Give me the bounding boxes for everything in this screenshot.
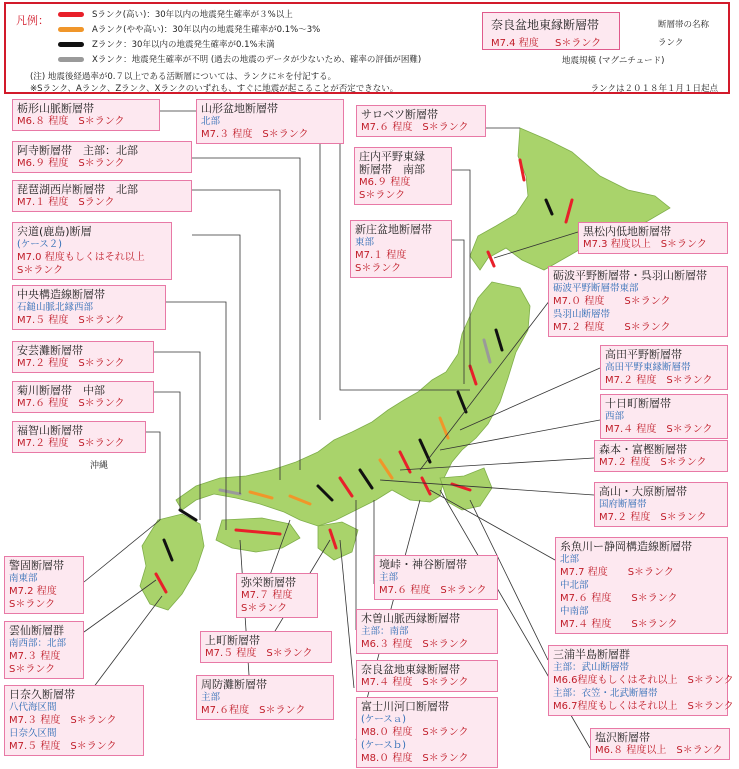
legend-row-a xyxy=(58,23,320,37)
fault-magnitude-rank: M6.３ 程度 S＊ランク xyxy=(361,639,469,650)
fault-name: 境峠・神谷断層帯 xyxy=(379,558,467,571)
fault-magnitude-rank: M7.４ 程度 S＊ランク xyxy=(560,619,678,630)
fault-box-yasaka xyxy=(236,573,318,618)
fault-box-kikugawa xyxy=(12,381,154,413)
legend-swatch-z xyxy=(58,42,84,47)
fault-segment: 八代海区間 xyxy=(9,702,57,713)
example-label-scale: 地震規模 (マグニチュード) xyxy=(562,56,665,66)
fault-segment: 砺波平野断層帯東部 xyxy=(553,283,639,294)
fault-magnitude-rank: M7.１ 程度 xyxy=(355,250,407,261)
fault-magnitude-rank: S＊ランク xyxy=(9,599,56,610)
fault-box-morimoto xyxy=(594,440,728,472)
fault-name: 菊川断層帯 中部 xyxy=(17,384,105,397)
fault-segment: (ケースｂ) xyxy=(361,740,406,751)
fault-name: 奈良盆地東縁断層帯 xyxy=(361,663,460,676)
fault-box-kiso xyxy=(356,609,498,654)
legend-row-x xyxy=(58,53,421,67)
legend-swatch-a xyxy=(58,27,84,32)
fault-magnitude-rank: M7.０ 程度 S＊ランク xyxy=(553,296,671,307)
fault-segment: 石鎚山脈北縁西部 xyxy=(17,302,94,313)
shikoku-landmass xyxy=(216,518,300,552)
fault-magnitude-rank: M7.7 程度 S＊ランク xyxy=(560,567,674,578)
fault-box-takada xyxy=(600,345,728,390)
fault-magnitude-rank: M6.８ 程度 S＊ランク xyxy=(17,116,125,127)
fault-name: 栃形山脈断層帯 xyxy=(17,102,94,115)
fault-name: 木曽山脈西縁断層帯 xyxy=(361,612,460,625)
example-magnitude: M7.4 程度 xyxy=(491,38,539,49)
fault-magnitude-rank: S＊ランク xyxy=(9,664,56,675)
fault-name: 富士川河口断層帯 xyxy=(361,700,449,713)
fault-magnitude-rank: M7.６ 程度 S＊ランク xyxy=(560,593,678,604)
legend-text-x: Xランク：地震発生確率が不明 (過去の地震のデータが少ないため、確率の評価が困難) xyxy=(92,55,422,65)
fault-name: 森本・富樫断層帯 xyxy=(599,443,687,456)
fault-box-itoigawa xyxy=(555,537,728,634)
fault-box-yamagata-basin xyxy=(196,99,344,144)
fault-magnitude-rank: M8.０ 程度 S＊ランク xyxy=(361,727,469,738)
fault-name: 砺波平野断層帯・呉羽山断層帯 xyxy=(553,269,707,282)
fault-name: 断層帯 南部 xyxy=(359,163,425,176)
fault-name: 中央構造線断層帯 xyxy=(17,288,105,301)
fault-box-biwako xyxy=(12,180,192,212)
fault-name: 雲仙断層群 xyxy=(9,624,64,637)
fault-box-suonada xyxy=(196,675,334,720)
fault-magnitude-rank: M7.２ 程度 S＊ランク xyxy=(17,438,125,449)
fault-magnitude-rank: M6.7程度もしくはそれ以上 S＊ランク xyxy=(553,701,734,712)
fault-name: サロベツ断層帯 xyxy=(361,108,438,121)
legend-swatch-x xyxy=(58,57,84,62)
fault-magnitude-rank: M7.４ 程度 S＊ランク xyxy=(605,424,713,435)
fault-magnitude-rank: M7.３ 程度 S＊ランク xyxy=(201,129,309,140)
fault-segment: 中南部 xyxy=(560,606,589,617)
fault-magnitude-rank: S＊ランク xyxy=(355,263,402,274)
fault-segment: 南西部：北部 xyxy=(9,638,67,649)
fault-name: 糸魚川ー静岡構造線断層帯 xyxy=(560,540,692,553)
fault-magnitude-rank: M7.２ 程度 S＊ランク xyxy=(553,322,671,333)
example-label-name: 断層帯の名称 xyxy=(658,20,710,30)
fault-box-takayama xyxy=(594,482,728,527)
legend-row-s xyxy=(58,8,293,22)
fault-box-yamagata-hills xyxy=(12,99,160,131)
fault-name: 宍道(鹿島)断層 xyxy=(17,225,92,238)
fault-segment: 北部 xyxy=(560,554,580,565)
fault-name: 庄内平野東縁 xyxy=(359,150,425,163)
kii-landmass xyxy=(318,522,358,560)
fault-box-shiozawa xyxy=(590,728,730,760)
fault-magnitude-rank: M7.５ 程度 S＊ランク xyxy=(9,741,117,752)
fault-box-sarobetsu xyxy=(356,105,486,137)
fault-magnitude-rank: M7.５ 程度 S＊ランク xyxy=(205,648,313,659)
fault-magnitude-rank: M7.２ 程度 S＊ランク xyxy=(599,457,707,468)
fault-name: 山形盆地断層帯 xyxy=(201,102,278,115)
fault-magnitude-rank: M7.１ 程度 Sランク xyxy=(17,197,115,208)
fault-magnitude-rank: M7.６ 程度 S＊ランク xyxy=(361,122,469,133)
example-name: 奈良盆地東縁断層帯 xyxy=(491,18,600,32)
fault-segment: 北部 xyxy=(201,116,221,127)
fault-magnitude-rank: M6.８ 程度以上 S＊ランク xyxy=(595,745,723,756)
fault-name: 安芸灘断層帯 xyxy=(17,344,83,357)
fault-box-kuromatsunai xyxy=(578,222,728,254)
fault-magnitude-rank: M7.3 程度以上 S＊ランク xyxy=(583,239,707,250)
legend-note-1: (注) 地震後経過率が0.７以上である活断層については、ランクに＊を付記する。 xyxy=(30,72,337,82)
fault-magnitude-rank: M7.2 程度 xyxy=(9,586,57,597)
fault-box-median-tectonic xyxy=(12,285,166,330)
fault-segment: 主部：衣笠・北武断層帯 xyxy=(553,688,658,699)
fault-magnitude-rank: M6.９ 程度 S＊ランク xyxy=(17,158,125,169)
fault-box-fukuchiyama xyxy=(12,421,146,453)
fault-magnitude-rank: M7.４ 程度 S＊ランク xyxy=(361,677,469,688)
fault-box-hinagu xyxy=(4,685,144,756)
fault-box-miura xyxy=(548,645,734,716)
fault-magnitude-rank: M7.２ 程度 S＊ランク xyxy=(599,512,707,523)
fault-segment: 高田平野東縁断層帯 xyxy=(605,362,691,373)
fault-name: 高山・大原断層帯 xyxy=(599,485,687,498)
fault-name: 高田平野断層帯 xyxy=(605,348,682,361)
fault-magnitude-rank: M6.９ 程度 xyxy=(359,177,411,188)
fault-segment: (ケース２) xyxy=(17,239,62,250)
legend xyxy=(4,2,730,94)
fault-magnitude-rank: S＊ランク xyxy=(359,190,406,201)
fault-segment: 国府断層帯 xyxy=(599,499,647,510)
fault-box-unzen xyxy=(4,621,84,679)
legend-swatch-s xyxy=(58,12,84,17)
fault-box-nara xyxy=(356,660,498,692)
fault-segment: 呉羽山断層帯 xyxy=(553,309,611,320)
fault-segment: 主部：武山断層帯 xyxy=(553,662,630,673)
fault-segment: 西部 xyxy=(605,411,625,422)
fault-segment: 主部 xyxy=(201,692,221,703)
fault-name: 周防灘断層帯 xyxy=(201,678,267,691)
fault-magnitude-rank: M7.６程度 S＊ランク xyxy=(201,705,306,716)
fault-magnitude-rank: M8.０ 程度 S＊ランク xyxy=(361,753,469,764)
fault-magnitude-rank: M6.6程度もしくはそれ以上 S＊ランク xyxy=(553,675,734,686)
fault-box-kego xyxy=(4,556,84,614)
fault-segment: (ケースａ) xyxy=(361,714,406,725)
fault-name: 福智山断層帯 xyxy=(17,424,83,437)
fault-name: 上町断層帯 xyxy=(205,634,260,647)
fault-name: 日奈久断層帯 xyxy=(9,688,75,701)
fault-magnitude-rank: S＊ランク xyxy=(17,265,64,276)
okinawa-label: 沖縄 xyxy=(90,461,109,471)
fault-magnitude-rank: M7.７ 程度 xyxy=(241,590,293,601)
fault-magnitude-rank: M7.５ 程度 S＊ランク xyxy=(17,315,125,326)
fault-segment: 主部：南部 xyxy=(361,626,409,637)
fault-box-tonami xyxy=(548,266,728,337)
example-rank: S＊ランク xyxy=(555,38,602,49)
fault-name: 阿寺断層帯 主部：北部 xyxy=(17,144,138,157)
legend-text-s: Sランク(高い)：30年以内の地震発生確率が３%以上 xyxy=(92,10,293,20)
legend-example-box xyxy=(482,12,620,50)
fault-segment: 東部 xyxy=(355,237,375,248)
fault-name: 警固断層帯 xyxy=(9,559,64,572)
example-label-rank: ランク xyxy=(658,38,684,48)
fault-box-shinjo xyxy=(350,220,452,278)
legend-text-a: Aランク(やや高い)：30年以内の地震発生確率が0.1%〜3% xyxy=(92,25,321,35)
fault-magnitude-rank: M7.２ 程度 S＊ランク xyxy=(605,375,713,386)
fault-box-fujikawa xyxy=(356,697,498,768)
fault-name: 三浦半島断層群 xyxy=(553,648,630,661)
fault-magnitude-rank: M7.３ 程度 S＊ランク xyxy=(9,715,117,726)
legend-text-z: Zランク：30年以内の地震発生確率が0.1%未満 xyxy=(92,40,275,50)
fault-box-atera xyxy=(12,141,192,173)
fault-name: 黒松内低地断層帯 xyxy=(583,225,671,238)
fault-box-uemachi xyxy=(200,631,332,663)
fault-segment: 中北部 xyxy=(560,580,589,591)
fault-segment: 南東部 xyxy=(9,573,38,584)
fault-magnitude-rank: M7.６ 程度 S＊ランク xyxy=(17,398,125,409)
fault-box-shonai xyxy=(354,147,452,205)
fault-magnitude-rank: M7.６ 程度 S＊ランク xyxy=(379,585,487,596)
fault-segment: 日奈久区間 xyxy=(9,728,57,739)
legend-date: ランクは２０１８年１月１日起点 xyxy=(590,84,718,94)
fault-magnitude-rank: M7.0 程度もしくはそれ以上 xyxy=(17,252,145,263)
fault-name: 塩沢断層帯 xyxy=(595,731,650,744)
fault-magnitude-rank: S＊ランク xyxy=(241,603,288,614)
fault-magnitude-rank: M7.３ 程度 xyxy=(9,651,61,662)
fault-name: 琵琶湖西岸断層帯 北部 xyxy=(17,183,138,196)
legend-note-2: ※Sランク、Aランク、Zランク、Xランクのいずれも、すぐに地震が起こることが否定できない。 xyxy=(30,84,399,94)
fault-name: 弥栄断層帯 xyxy=(241,576,296,589)
fault-box-sakaitoge xyxy=(374,555,498,600)
fault-box-akinada xyxy=(12,341,154,373)
fault-name: 十日町断層帯 xyxy=(605,397,671,410)
fault-box-shinji xyxy=(12,222,172,280)
fault-segment: 主部 xyxy=(379,572,399,583)
fault-name: 新庄盆地断層帯 xyxy=(355,223,432,236)
fault-box-tokamachi xyxy=(600,394,728,439)
fault-magnitude-rank: M7.２ 程度 S＊ランク xyxy=(17,358,125,369)
legend-title: 凡例： xyxy=(16,14,49,27)
legend-row-z xyxy=(58,38,275,52)
